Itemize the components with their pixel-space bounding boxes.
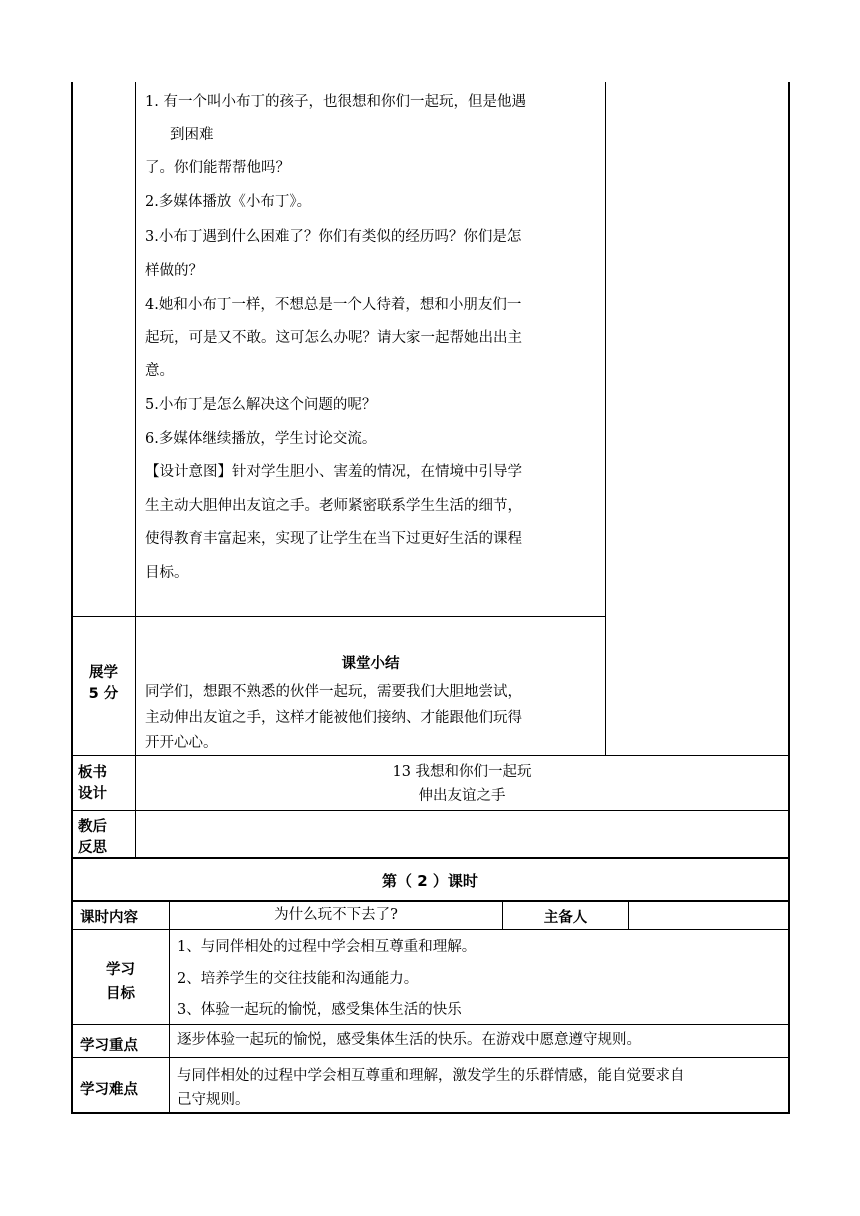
difficulty-line: 与同伴相处的过程中学会相互尊重和理解，激发学生的乐群情感，能自觉要求自 [177, 1068, 685, 1084]
preparer-label: 主备人 [543, 910, 588, 926]
grid-line [169, 900, 170, 1112]
grid-line [135, 82, 136, 858]
board-line2: 伸出友谊之手 [418, 788, 506, 804]
grid-line [788, 82, 790, 1114]
goal-item: 2、培养学生的交往技能和沟通能力。 [177, 971, 419, 987]
difficulty-label: 学习难点 [80, 1082, 138, 1098]
goals-label-line1: 学习 [106, 962, 135, 978]
grid-line [71, 900, 790, 902]
goal-item: 1、与同伴相处的过程中学会相互尊重和理解。 [177, 939, 477, 955]
summary-title: 课堂小结 [341, 656, 400, 672]
section1-line: 6.多媒体继续播放，学生讨论交流。 [145, 431, 377, 447]
content-label: 课时内容 [80, 910, 138, 926]
reflection-label [78, 817, 107, 859]
grid-line [71, 810, 789, 811]
summary-label-line1: 展学 [89, 665, 118, 681]
summary-line: 同学们，想跟不熟悉的伙伴一起玩，需要我们大胆地尝试， [145, 684, 522, 700]
grid-line [71, 1024, 789, 1025]
section1-line: 到困难 [170, 127, 214, 143]
section1-line: 2.多媒体播放《小布丁》。 [145, 194, 312, 210]
section1-line: 生主动大胆伸出友谊之手。老师紧密联系学生生活的细节， [145, 498, 522, 514]
goals-label [72, 958, 169, 1006]
reflection-label-line1: 教后 [78, 819, 107, 835]
section1-line: 3.小布丁遇到什么困难了？你们有类似的经历吗？你们是怎 [145, 229, 522, 245]
goal-item: 3、体验一起玩的愉悦，感受集体生活的快乐 [177, 1002, 462, 1018]
grid-line [605, 82, 606, 755]
grid-line [71, 1057, 789, 1058]
summary-label [72, 663, 135, 705]
section1-line: 样做的？ [145, 263, 203, 279]
grid-line [71, 616, 606, 617]
board-label-line2: 设计 [78, 786, 107, 802]
section1-line: 1. 有一个叫小布丁的孩子，也很想和你们一起玩，但是他遇 [145, 94, 526, 110]
section1-line: 意。 [145, 363, 174, 379]
summary-line: 开开心心。 [145, 735, 218, 751]
grid-line [628, 900, 629, 929]
content-value: 为什么玩不下去了? [274, 907, 398, 923]
section1-line: 4.她和小布丁一样，不想总是一个人待着，想和小朋友们一 [145, 297, 522, 313]
key-label: 学习重点 [80, 1038, 138, 1054]
section1-line: 5.小布丁是怎么解决这个问题的呢？ [145, 397, 377, 413]
section1-line: 【设计意图】针对学生胆小、害羞的情况，在情境中引导学 [145, 464, 522, 480]
board-label-line1: 板书 [78, 765, 107, 781]
section1-line: 起玩，可是又不敢。这可怎么办呢？请大家一起帮她出出主 [145, 330, 522, 346]
board-line1: 13 我想和你们一起玩 [392, 764, 532, 780]
summary-line: 主动伸出友谊之手，这样才能被他们接纳、才能跟他们玩得 [145, 710, 522, 726]
lesson2-heading: 第（ 2 ）课时 [382, 872, 478, 890]
grid-line [71, 755, 789, 756]
reflection-label-line2: 反思 [78, 840, 107, 856]
grid-line [71, 1112, 790, 1114]
summary-label-line2: 5 分 [88, 686, 119, 702]
section1-line: 使得教育丰富起来，实现了让学生在当下过更好生活的课程 [145, 531, 522, 547]
key-value: 逐步体验一起玩的愉悦，感受集体生活的快乐。在游戏中愿意遵守规则。 [177, 1032, 641, 1048]
board-label [78, 763, 107, 805]
section1-line: 了。你们能帮帮他吗？ [145, 160, 290, 176]
difficulty-line: 己守规则。 [177, 1092, 250, 1108]
grid-line [71, 857, 790, 859]
section1-line: 目标。 [145, 565, 189, 581]
goals-label-line2: 目标 [106, 986, 135, 1002]
grid-line [71, 929, 789, 930]
